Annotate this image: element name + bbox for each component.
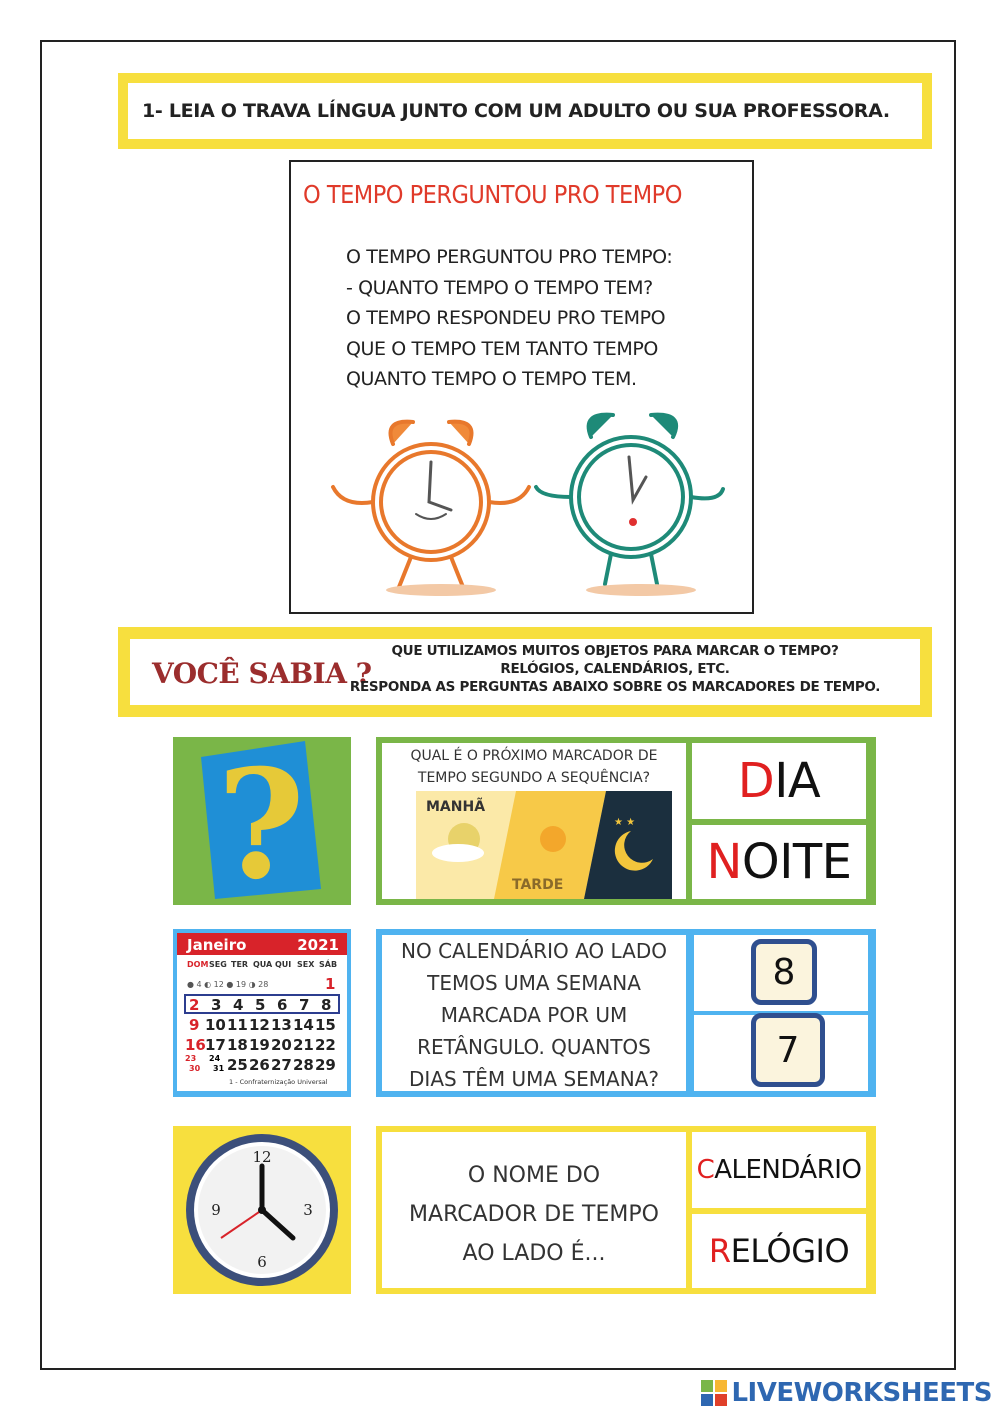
did-you-know-banner — [118, 627, 932, 717]
option-7-cell[interactable] — [694, 1015, 868, 1091]
option-rest: OITE — [741, 834, 852, 890]
weekday: SÁB — [319, 960, 338, 969]
option-8-cell[interactable] — [694, 935, 868, 1011]
option-rest: ELÓGIO — [730, 1232, 850, 1270]
question-line: NO CALENDÁRIO AO LADO — [401, 939, 667, 963]
question-3-text — [382, 1156, 686, 1273]
question-line: O NOME DO — [467, 1163, 601, 1188]
poem-line: QUANTO TEMPO O TEMPO TEM. — [346, 368, 637, 390]
svg-text:1: 1 — [325, 975, 336, 993]
question-line: MARCADA POR UM — [440, 1003, 628, 1027]
did-you-know-text — [335, 642, 895, 696]
svg-text:10: 10 — [205, 1016, 226, 1034]
svg-text:20: 20 — [271, 1036, 292, 1054]
poem-line: QUE O TEMPO TEM TANTO TEMPO — [346, 337, 658, 360]
weekday: QUI — [275, 960, 292, 969]
option-initial: D — [737, 753, 775, 809]
svg-text:8: 8 — [321, 996, 332, 1014]
svg-text:22: 22 — [315, 1036, 336, 1054]
question-1-text — [382, 745, 686, 789]
svg-text:● 4 ◐ 12 ● 19 ◑ 28: ● 4 ◐ 12 ● 19 ◑ 28 — [187, 980, 269, 989]
svg-text:?: ? — [217, 737, 305, 905]
clock-numeral: 9 — [211, 1201, 221, 1219]
svg-text:15: 15 — [315, 1016, 336, 1034]
clock-numeral: 12 — [252, 1148, 272, 1166]
svg-text:12: 12 — [249, 1016, 270, 1034]
tongue-twister-box — [289, 160, 754, 614]
svg-text:31: 31 — [213, 1064, 225, 1073]
svg-text:30: 30 — [189, 1064, 201, 1073]
svg-text:7: 7 — [299, 996, 310, 1014]
clock-numeral: 6 — [257, 1253, 267, 1271]
did-you-know-heading: VOCÊ SABIA ? — [152, 657, 372, 690]
day-sequence-image — [416, 791, 672, 899]
option-noite[interactable] — [692, 825, 866, 899]
calendar-footer: 1 - Confraternização Universal — [229, 1078, 328, 1086]
question-line: TEMPO SEGUNDO A SEQUÊNCIA? — [417, 770, 651, 786]
clock-tile — [173, 1126, 351, 1294]
poem-lines — [346, 242, 672, 395]
orange-clock-icon — [333, 422, 529, 587]
question-card-1 — [376, 737, 876, 905]
option-dia[interactable] — [692, 743, 866, 819]
option-8[interactable]: 8 — [751, 939, 817, 1005]
question-2-text — [382, 935, 686, 1095]
question-mark-tile — [173, 737, 351, 905]
option-rest: IA — [774, 753, 821, 809]
brand-name: LIVEWORKSHEETS — [731, 1378, 992, 1408]
weekday: SEG — [209, 960, 227, 969]
option-calendario[interactable] — [692, 1132, 866, 1208]
question-mark-icon — [173, 737, 351, 905]
question-line: DIAS TÊM UMA SEMANA? — [409, 1067, 659, 1091]
instruction-text: 1- LEIA O TRAVA LÍNGUA JUNTO COM UM ADULTO OU SUA PROFESSORA. — [142, 100, 890, 122]
poem-title: O TEMPO PERGUNTOU PRO TEMPO — [303, 180, 682, 209]
svg-text:29: 29 — [315, 1056, 336, 1074]
question-line: AO LADO É... — [462, 1241, 606, 1266]
svg-text:21: 21 — [293, 1036, 314, 1054]
question-card-2 — [376, 929, 876, 1097]
question-1-panel — [382, 743, 686, 899]
svg-text:5: 5 — [255, 996, 266, 1014]
svg-text:24: 24 — [209, 1054, 221, 1063]
svg-text:16: 16 — [185, 1036, 206, 1054]
svg-text:28: 28 — [293, 1056, 314, 1074]
weekday: SEX — [297, 960, 315, 969]
svg-text:18: 18 — [227, 1036, 248, 1054]
option-relogio[interactable] — [692, 1214, 866, 1288]
wall-clock-icon — [173, 1126, 351, 1294]
svg-text:19: 19 — [249, 1036, 270, 1054]
svg-text:11: 11 — [227, 1016, 248, 1034]
option-7[interactable]: 7 — [751, 1013, 825, 1087]
calendar-year: 2021 — [297, 936, 339, 954]
svg-text:26: 26 — [249, 1056, 270, 1074]
instruction-banner — [118, 73, 932, 149]
liveworksheets-logo-icon — [701, 1380, 727, 1406]
svg-text:3: 3 — [211, 996, 222, 1014]
svg-text:6: 6 — [277, 996, 288, 1014]
did-you-know-line: RELÓGIOS, CALENDÁRIOS, ETC. — [500, 661, 730, 677]
poem-line: O TEMPO PERGUNTOU PRO TEMPO: — [346, 246, 673, 268]
calendar-month: Janeiro — [187, 936, 247, 954]
question-line: RETÂNGULO. QUANTOS — [417, 1035, 651, 1059]
poem-line: O TEMPO RESPONDEU PRO TEMPO — [346, 307, 666, 329]
calendar-icon — [173, 929, 351, 1097]
did-you-know-line: RESPONDA AS PERGUNTAS ABAIXO SOBRE OS MARCADORES DE TEMPO. — [349, 679, 881, 695]
question-line: MARCADOR DE TEMPO — [409, 1202, 659, 1227]
morning-label: MANHÃ — [426, 799, 486, 815]
svg-text:14: 14 — [293, 1016, 314, 1034]
weekday: DOM — [187, 960, 209, 969]
clocks-illustration — [321, 402, 731, 602]
svg-text:2: 2 — [189, 996, 200, 1014]
poem-line: - QUANTO TEMPO O TEMPO TEM? — [346, 276, 653, 299]
afternoon-label: TARDE — [512, 877, 564, 893]
option-initial: C — [696, 1155, 715, 1185]
liveworksheets-logo[interactable] — [701, 1378, 992, 1408]
svg-text:9: 9 — [189, 1016, 200, 1034]
option-initial: R — [708, 1232, 731, 1270]
question-3-panel — [382, 1132, 686, 1288]
question-card-3 — [376, 1126, 876, 1294]
question-line: TEMOS UMA SEMANA — [427, 971, 641, 995]
weekday: TER — [231, 960, 249, 969]
clock-numeral: 3 — [303, 1201, 313, 1219]
question-line: QUAL É O PRÓXIMO MARCADOR DE — [410, 748, 658, 764]
svg-text:23: 23 — [185, 1054, 197, 1063]
svg-text:27: 27 — [271, 1056, 292, 1074]
svg-text:13: 13 — [271, 1016, 292, 1034]
green-clock-icon — [536, 415, 723, 584]
svg-text:4: 4 — [233, 996, 244, 1014]
weekday: QUA — [253, 960, 273, 969]
calendar-tile — [173, 929, 351, 1097]
question-2-panel — [382, 935, 686, 1091]
option-initial: N — [706, 834, 742, 890]
svg-text:★ ★: ★ ★ — [614, 817, 636, 828]
svg-text:25: 25 — [227, 1056, 248, 1074]
did-you-know-line: QUE UTILIZAMOS MUITOS OBJETOS PARA MARCAR O TEMPO? — [391, 643, 839, 659]
svg-text:17: 17 — [205, 1036, 226, 1054]
option-rest: ALENDÁRIO — [714, 1155, 862, 1185]
